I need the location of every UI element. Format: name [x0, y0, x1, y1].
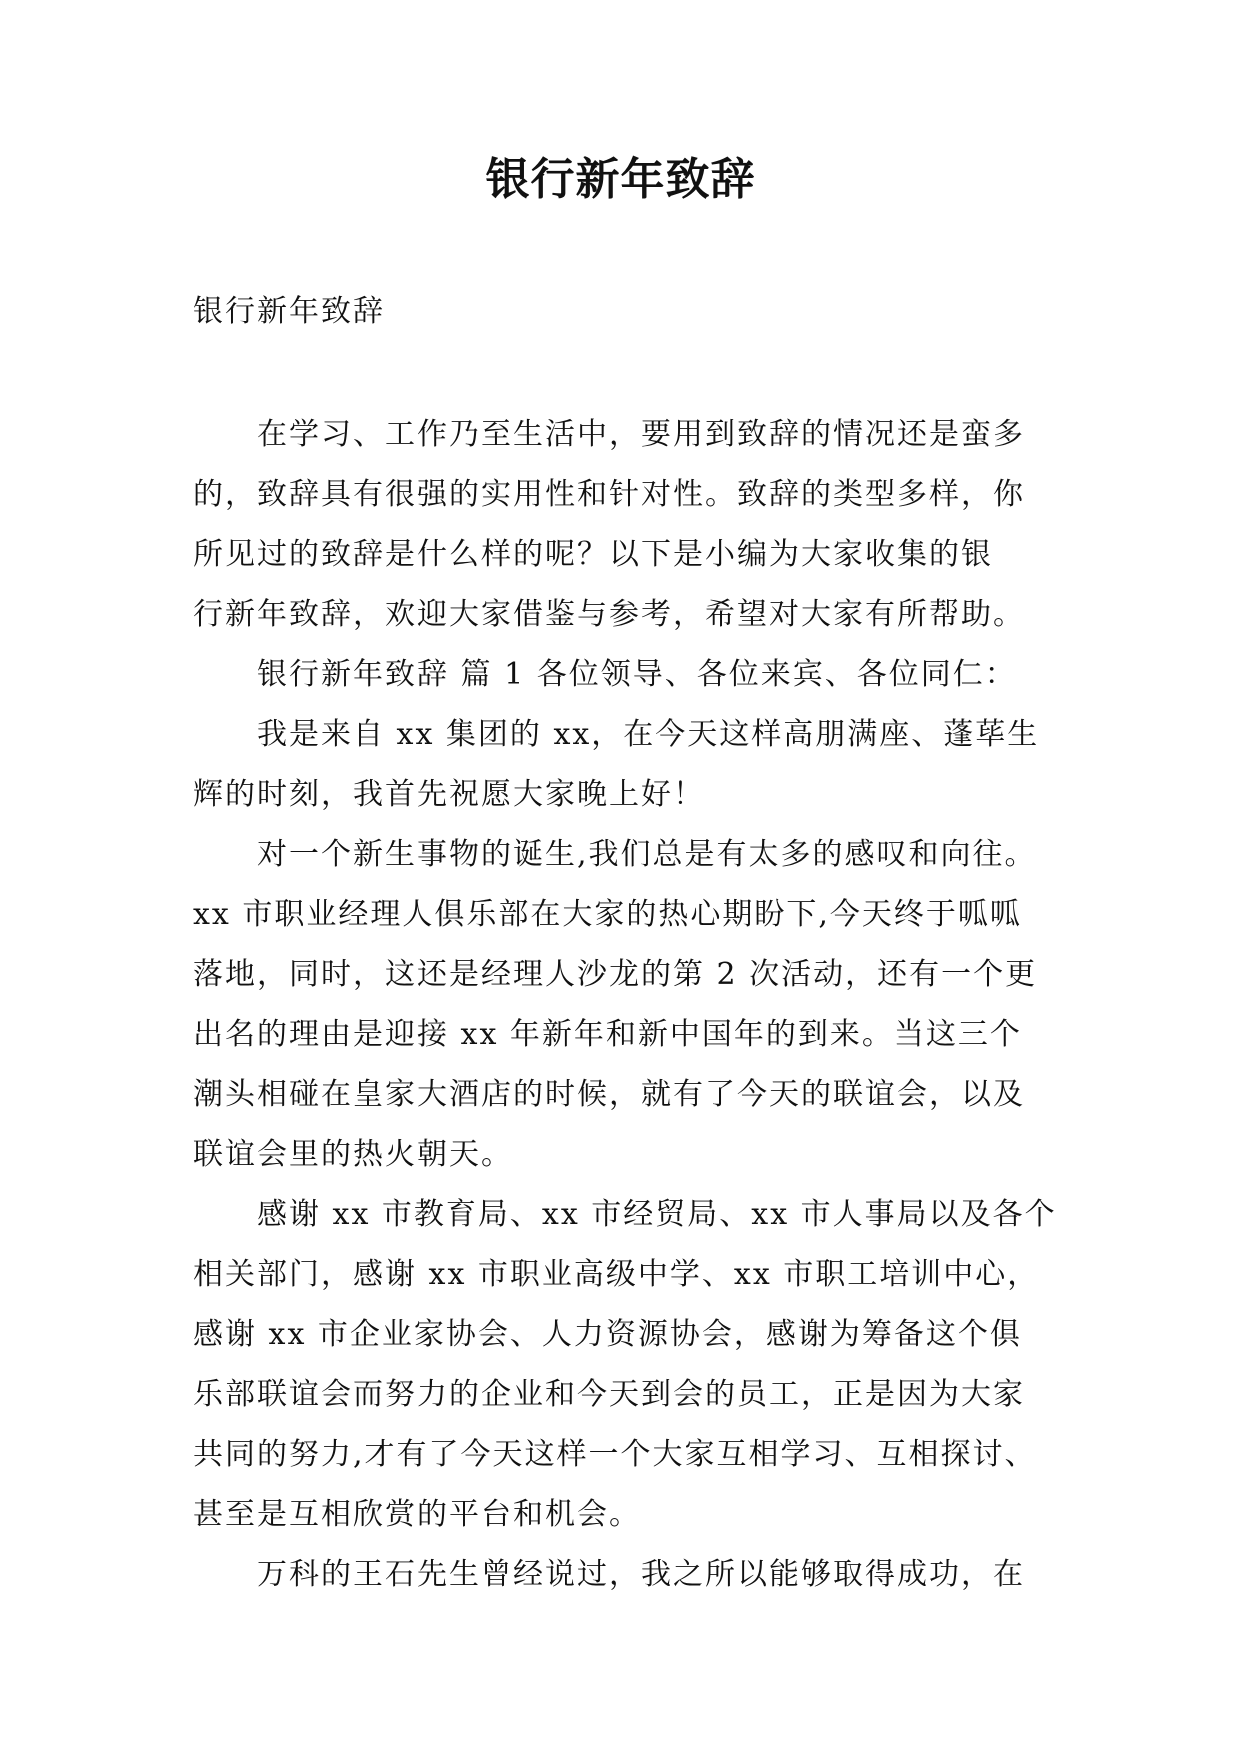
body-line: 乐部联谊会而努力的企业和今天到会的员工，正是因为大家 — [193, 1377, 1025, 1412]
body-line: 出名的理由是迎接 xx 年新年和新中国年的到来。当这三个 — [193, 1017, 1022, 1052]
body-line: 感谢 xx 市企业家协会、人力资源协会，感谢为筹备这个俱 — [193, 1317, 1022, 1352]
body-line: 落地，同时，这还是经理人沙龙的第 2 次活动，还有一个更 — [193, 957, 1038, 992]
body-line: 的，致辞具有很强的实用性和针对性。致辞的类型多样，你 — [193, 477, 1025, 512]
body-line: 联谊会里的热火朝天。 — [193, 1137, 513, 1172]
body-line: 我是来自 xx 集团的 xx，在今天这样高朋满座、蓬荜生 — [257, 717, 1040, 752]
body-line: 万科的王石先生曾经说过，我之所以能够取得成功，在 — [257, 1557, 1025, 1592]
body-line: 共同的努力,才有了今天这样一个大家互相学习、互相探讨、 — [193, 1437, 1037, 1472]
body-line: xx 市职业经理人俱乐部在大家的热心期盼下,今天终于呱呱 — [193, 897, 1022, 932]
body-line: 银行新年致辞 篇 1 各位领导、各位来宾、各位同仁： — [257, 657, 1017, 692]
body-line: 对一个新生事物的诞生,我们总是有太多的感叹和向往。 — [257, 837, 1037, 872]
body-line: 所见过的致辞是什么样的呢？以下是小编为大家收集的银 — [193, 537, 993, 572]
body-line: 辉的时刻，我首先祝愿大家晚上好！ — [193, 777, 705, 812]
body-line: 行新年致辞，欢迎大家借鉴与参考，希望对大家有所帮助。 — [193, 597, 1025, 632]
body-line: 在学习、工作乃至生活中，要用到致辞的情况还是蛮多 — [257, 417, 1025, 452]
body-line: 感谢 xx 市教育局、xx 市经贸局、xx 市人事局以及各个 — [257, 1197, 1057, 1232]
document-title: 银行新年致辞 — [485, 154, 756, 205]
document-body — [193, 405, 1057, 1605]
body-line: 甚至是互相欣赏的平台和机会。 — [193, 1497, 641, 1532]
body-line: 相关部门，感谢 xx 市职业高级中学、xx 市职工培训中心， — [193, 1257, 1040, 1292]
body-line: 潮头相碰在皇家大酒店的时候，就有了今天的联谊会，以及 — [193, 1077, 1025, 1112]
document-subtitle: 银行新年致辞 — [193, 294, 385, 329]
